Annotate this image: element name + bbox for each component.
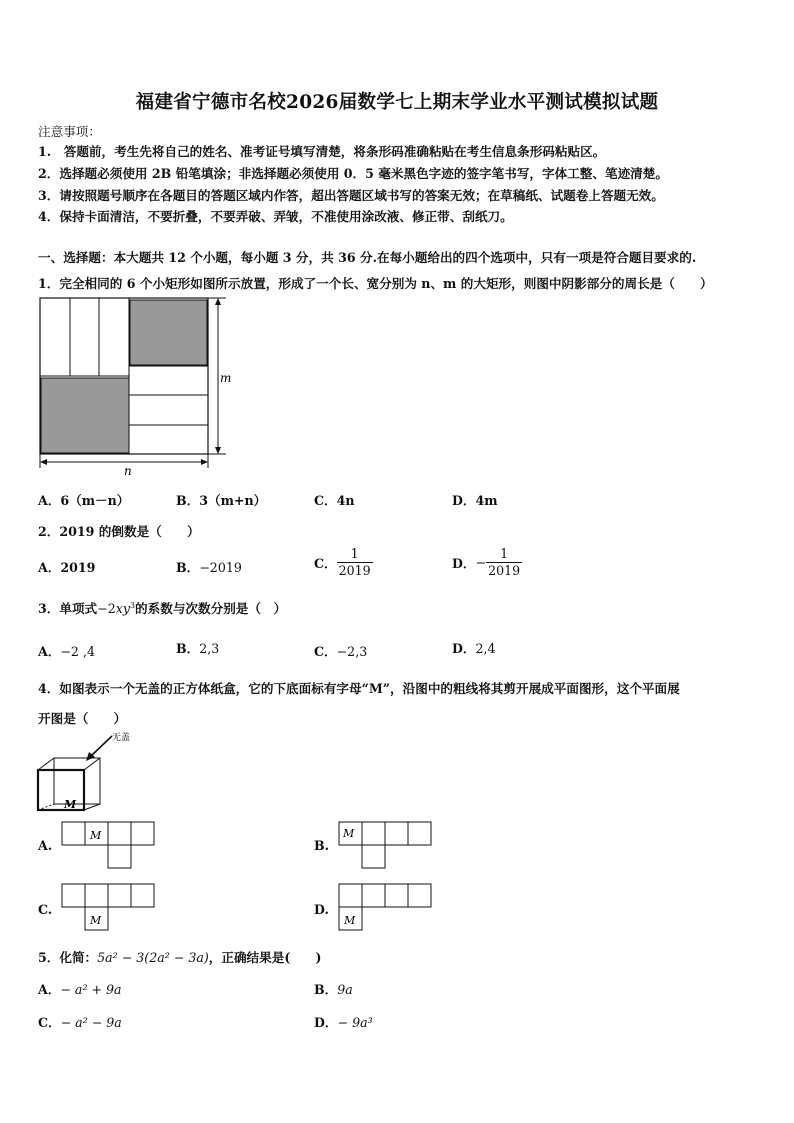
q3-option-d: D．2,4: [452, 641, 496, 656]
net-b-letter: M: [343, 827, 355, 840]
q4-net-b: [338, 821, 434, 871]
shaded-rect-top: [130, 300, 207, 365]
q4-option-d-label: D.: [314, 902, 329, 917]
q2-stem: 2．2019 的倒数是（ ）: [38, 524, 200, 539]
net-a-letter: M: [90, 829, 102, 842]
label-n: n: [124, 464, 132, 478]
q2-option-c: C． $\frac{1}{2019}$: [314, 546, 371, 578]
q2-option-d: D．− $\frac{1}{2019}$: [452, 546, 521, 578]
q2-option-b: B．−2019: [176, 560, 242, 575]
page-title: 福建省宁德市名校2026届数学七上期末学业水平测试模拟试题: [135, 92, 659, 113]
notice-item-2: 2．选择题必须使用 2B 铅笔填涂；非选择题必须使用 0．5 毫米黑色字迹的签字笔书写，字体工整、笔迹清楚。: [38, 166, 668, 181]
q1-option-a: A．6（m－n）: [38, 493, 130, 508]
open-cube-figure: [34, 730, 144, 816]
notice-item-3: 3．请按照题号顺序在各题目的答题区域内作答，超出答题区域书写的答案无效；在草稿纸、试题卷上答题无效。: [38, 188, 664, 203]
shaded-rect-bottom: [41, 378, 129, 453]
q4-stem-line2: 开图是（ ）: [38, 711, 127, 726]
q4-stem-line1: 4．如图表示一个无盖的正方体纸盒，它的下底面标有字母“M”，沿图中的粗线将其剪开展成平面图形，这个平面展: [38, 681, 680, 696]
q4-option-b-label: B.: [314, 838, 330, 853]
q1-option-b: B．3（m+n）: [176, 493, 267, 508]
q3-option-c: C．−2,3: [314, 644, 368, 659]
notice-item-4: 4．保持卡面清洁，不要折叠，不要弄破、弄皱，不准使用涂改液、修正带、刮纸刀。: [38, 209, 513, 224]
q4-option-c-label: C.: [38, 902, 53, 917]
net-c-letter: M: [90, 914, 102, 927]
q5-option-b: B．9a: [314, 982, 353, 997]
q5-stem: 5．化简：5a² − 3(2a² − 3a)，正确结果是( ): [38, 950, 322, 965]
q4-net-d: [338, 883, 434, 933]
q3-option-a: A．−2 ,4: [38, 644, 95, 659]
q4-net-c: [61, 883, 157, 933]
q1-option-d: D．4m: [452, 493, 498, 508]
q4-option-a-label: A.: [38, 838, 53, 853]
q3-stem: 3．单项式$-2xy^3$的系数与次数分别是（ ）: [38, 600, 287, 616]
net-d-letter: M: [344, 914, 356, 927]
section-heading: 一、选择题：本大题共 12 个小题，每小题 3 分，共 36 分.在每小题给出的四个选项中，只有一项是符合题目要求的.: [38, 250, 697, 265]
q5-option-d: D．− 9a³: [314, 1015, 373, 1030]
lid-label: 无盖: [112, 733, 131, 743]
notice-item-1: 1. 答题前，考生先将自己的姓名、准考证号填写清楚，将条形码准确粘贴在考生信息条形码粘贴区。: [38, 144, 606, 159]
q1-option-c: C．4n: [314, 493, 355, 508]
q2-option-a: A．2019: [38, 560, 96, 575]
q4-net-a: [61, 821, 157, 871]
q5-option-a: A．− a² + 9a: [38, 982, 122, 997]
label-m: m: [220, 371, 232, 385]
notice-heading: 注意事项：: [38, 124, 101, 139]
q3-option-b: B．2,3: [176, 641, 220, 656]
q1-rectangle-figure: [36, 296, 236, 478]
q5-option-c: C．− a² − 9a: [38, 1015, 122, 1030]
q1-stem: 1．完全相同的 6 个小矩形如图所示放置，形成了一个长、宽分别为 n、m 的大矩形，则图中阴影部分的周长是（ ）: [38, 276, 713, 291]
face-letter-m: M: [64, 798, 77, 811]
